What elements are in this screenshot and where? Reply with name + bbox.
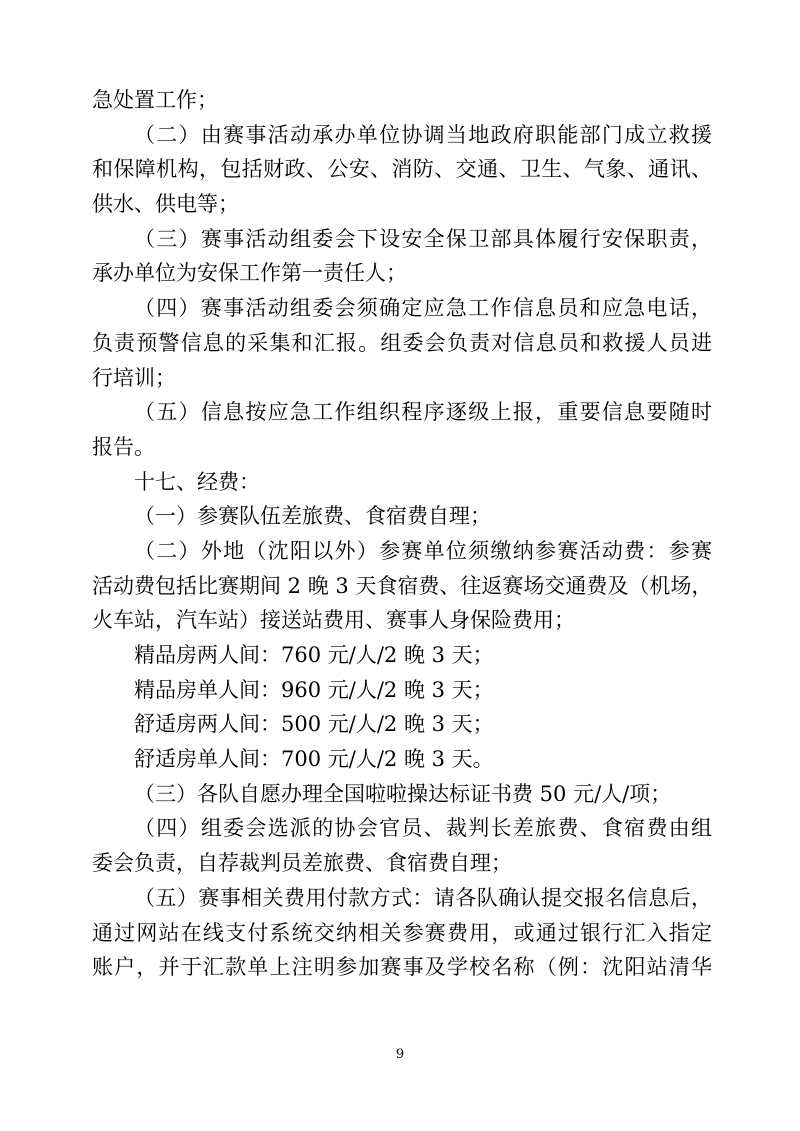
text-line: （五）赛事相关费用付款方式：请各队确认提交报名信息后， [134, 885, 712, 910]
page-number: 9 [395, 1047, 405, 1062]
text-line: 舒适房两人间：500 元/人/2 晚 3 天； [134, 712, 494, 737]
text-line: 承办单位为安保工作第一责任人； [92, 261, 407, 286]
text-line: （二）由赛事活动承办单位协调当地政府职能部门成立救援 [134, 122, 712, 147]
text-line: 和保障机构，包括财政、公安、消防、交通、卫生、气象、通讯、 [92, 157, 712, 182]
text-line: 舒适房单人间：700 元/人/2 晚 3 天。 [134, 747, 494, 772]
text-line: （一）参赛队伍差旅费、食宿费自理； [134, 504, 491, 529]
text-line: 通过网站在线支付系统交纳相关参赛费用，或通过银行汇入指定 [92, 920, 712, 945]
text-line: （三）各队自愿办理全国啦啦操达标证书费 50 元/人/项； [134, 781, 672, 806]
text-line: 供水、供电等； [92, 192, 239, 217]
text-line: 十七、经费： [134, 469, 260, 494]
text-line: 火车站，汽车站）接送站费用、赛事人身保险费用； [92, 608, 575, 633]
text-line: 急处置工作； [92, 88, 218, 112]
text-line: 报告。 [92, 434, 155, 459]
text-line: 精品房两人间：760 元/人/2 晚 3 天； [134, 643, 494, 667]
text-line: （二）外地（沈阳以外）参赛单位须缴纳参赛活动费：参赛 [134, 538, 712, 563]
text-line: 活动费包括比赛期间 2 晚 3 天食宿费、往返赛场交通费及（机场， [92, 573, 712, 598]
text-line: 负责预警信息的采集和汇报。组委会负责对信息员和救援人员进 [92, 330, 712, 355]
text-line: 账户，并于汇款单上注明参加赛事及学校名称（例：沈阳站清华 [92, 955, 712, 980]
text-line: 精品房单人间：960 元/人/2 晚 3 天； [134, 677, 494, 702]
text-line: 行培训； [92, 365, 176, 390]
text-line: 委会负责，自荐裁判员差旅费、食宿费自理； [92, 851, 512, 876]
text-line: （四）赛事活动组委会须确定应急工作信息员和应急电话， [134, 296, 712, 321]
text-line: （四）组委会选派的协会官员、裁判长差旅费、食宿费由组 [134, 816, 712, 841]
text-line: （五）信息按应急工作组织程序逐级上报，重要信息要随时 [134, 400, 712, 425]
body-text [92, 83, 712, 985]
text-line: （三）赛事活动组委会下设安全保卫部具体履行安保职责， [134, 226, 712, 251]
